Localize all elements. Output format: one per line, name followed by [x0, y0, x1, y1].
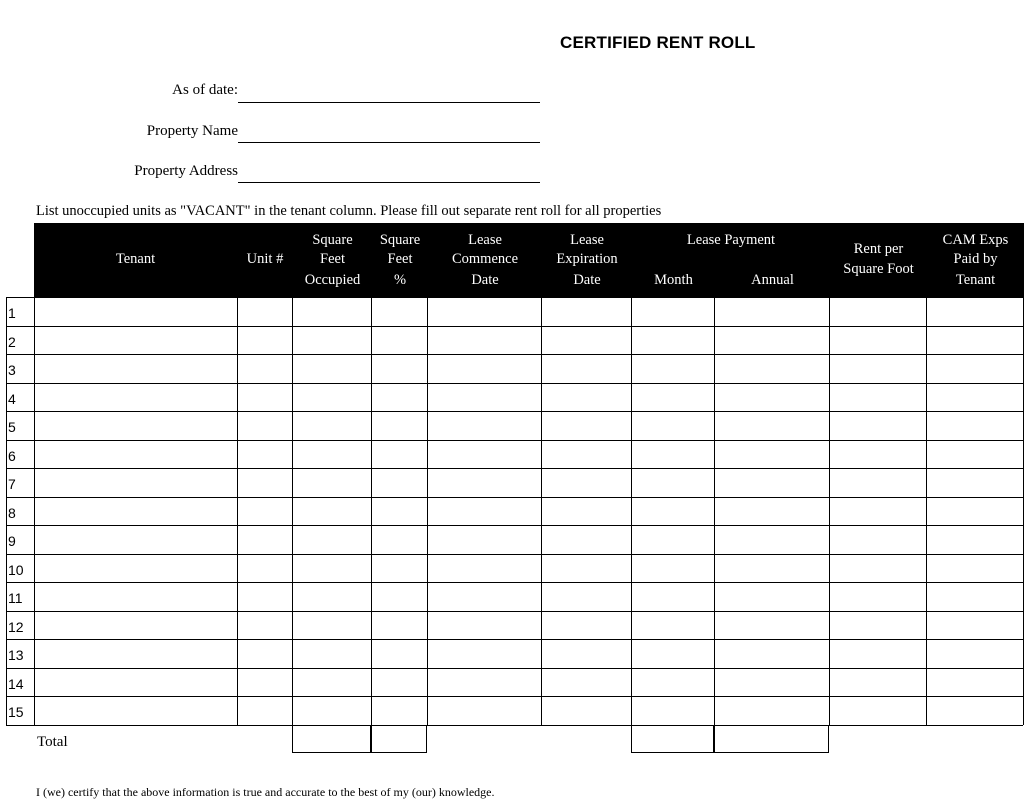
- row-divider: [6, 383, 1023, 384]
- certification-text: I (we) certify that the above information is true and accurate to the best of my (our) knowledge.: [36, 785, 495, 799]
- row-divider: [6, 440, 1023, 441]
- row-number: 5: [8, 419, 16, 435]
- row-divider: [6, 354, 1023, 355]
- header-sqft-occupied-1: Square: [312, 232, 353, 248]
- total-cell[interactable]: [714, 725, 829, 753]
- header-sqft-pct-2: Feet: [387, 251, 413, 267]
- header-rent-psf-2: Square Foot: [843, 261, 914, 277]
- header-sqft-pct-3: %: [393, 272, 407, 288]
- row-divider: [6, 326, 1023, 327]
- row-divider: [6, 696, 1023, 697]
- header-commence-3: Date: [471, 272, 499, 288]
- row-divider: [6, 639, 1023, 640]
- page-title: CERTIFIED RENT ROLL: [560, 33, 756, 52]
- column-divider: [926, 297, 927, 725]
- header-commence-2: Commence: [451, 251, 519, 267]
- row-divider: [6, 725, 1023, 726]
- header-unit: Unit #: [246, 251, 284, 267]
- column-divider: [541, 297, 542, 725]
- column-divider: [34, 297, 35, 725]
- column-divider: [427, 297, 428, 725]
- header-rent-psf-1: Rent per: [853, 241, 904, 257]
- header-annual: Annual: [751, 272, 794, 288]
- column-divider: [631, 297, 632, 725]
- header-cam-1: CAM Exps: [942, 232, 1009, 248]
- row-number: 3: [8, 362, 16, 378]
- header-expiration-1: Lease: [570, 232, 604, 248]
- row-divider: [6, 582, 1023, 583]
- row-divider: [6, 525, 1023, 526]
- row-number: 12: [8, 619, 24, 635]
- row-number: 10: [8, 562, 24, 578]
- row-number: 6: [8, 448, 16, 464]
- table-header: [34, 223, 1024, 297]
- total-cell[interactable]: [292, 725, 371, 753]
- column-divider: [292, 297, 293, 725]
- row-divider: [6, 554, 1023, 555]
- property-name-label: Property Name: [146, 123, 238, 139]
- total-label: Total: [37, 734, 68, 750]
- row-divider: [6, 297, 1023, 298]
- header-expiration-3: Date: [573, 272, 601, 288]
- instruction-text: List unoccupied units as "VACANT" in the tenant column. Please fill out separate rent roll for all properties: [36, 203, 662, 219]
- row-number: 1: [8, 305, 16, 321]
- column-divider: [6, 297, 7, 725]
- row-number: 7: [8, 476, 16, 492]
- row-number: 13: [8, 647, 24, 663]
- row-divider: [6, 668, 1023, 669]
- total-cell[interactable]: [631, 725, 714, 753]
- property-address-label: Property Address: [134, 163, 238, 179]
- header-expiration-2: Expiration: [556, 251, 618, 267]
- as-of-date-field[interactable]: [238, 101, 540, 103]
- column-divider: [714, 297, 715, 725]
- row-number: 14: [8, 676, 24, 692]
- header-month: Month: [654, 272, 693, 288]
- column-divider: [829, 297, 830, 725]
- row-number: 8: [8, 505, 16, 521]
- header-cam-3: Tenant: [955, 272, 996, 288]
- row-divider: [6, 411, 1023, 412]
- row-number: 2: [8, 334, 16, 350]
- row-divider: [6, 497, 1023, 498]
- header-cam-2: Paid by: [953, 251, 998, 267]
- row-number: 4: [8, 391, 16, 407]
- row-divider: [6, 468, 1023, 469]
- header-commence-1: Lease: [468, 232, 502, 248]
- property-name-field[interactable]: [238, 141, 540, 143]
- property-address-field[interactable]: [238, 181, 540, 183]
- as-of-date-label: As of date:: [172, 82, 238, 98]
- header-sqft-occupied-2: Feet: [320, 251, 345, 267]
- header-sqft-pct-1: Square: [379, 232, 421, 248]
- row-number: 11: [8, 590, 23, 606]
- header-lease-payment: Lease Payment: [686, 232, 776, 248]
- header-tenant: Tenant: [115, 251, 156, 267]
- total-cell[interactable]: [371, 725, 427, 753]
- column-divider: [237, 297, 238, 725]
- row-number: 15: [8, 704, 24, 720]
- row-number: 9: [8, 533, 16, 549]
- column-divider: [371, 297, 372, 725]
- header-sqft-occupied-3: Occupied: [304, 272, 361, 288]
- row-divider: [6, 611, 1023, 612]
